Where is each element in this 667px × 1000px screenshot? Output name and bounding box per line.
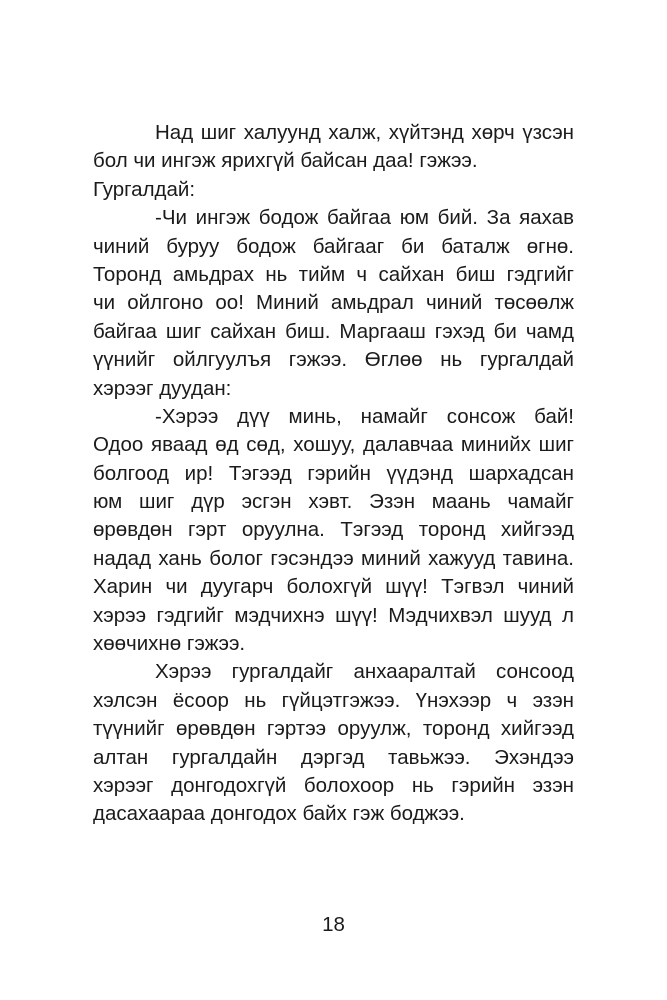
text-line: юм шиг дүр эсгэн хэвт. Эзэн маань чамайг: [93, 490, 574, 514]
text-line: хэрээг донгодохгүй болохоор нь гэрийн эзэн: [93, 773, 574, 797]
text-line: үүнийг ойлгуулъя гэжээ. Өглөө нь гургалдай: [93, 348, 574, 372]
page-number: 18: [322, 913, 345, 936]
text-line: надад хань болог гэсэндээ миний хажууд тавина.: [93, 546, 574, 570]
text-line: дасахаараа донгодох байх гэж боджээ.: [93, 802, 465, 826]
paragraph: [93, 403, 574, 659]
text-line: хөөчихнө гэжээ.: [93, 632, 246, 656]
text-line: Над шиг халуунд халж, хүйтэнд хөрч үзсэн: [155, 121, 574, 144]
text-line: Хэрээ гургалдайг анхааралтай сонсоод: [155, 660, 574, 684]
text-line: Торонд амьдрах нь тийм ч сайхан биш гэдгийг: [93, 262, 574, 286]
text-line: алтан гургалдайн дэргэд тавьжээ. Эхэндээ: [93, 745, 574, 769]
text-line: Гургалдай:: [93, 177, 196, 201]
text-line: Харин чи дуугарч болохгүй шүү! Тэгвэл чиний: [93, 575, 574, 599]
text-line: түүнийг өрөвдөн гэртээ оруулж, торонд хийгээд: [93, 717, 574, 741]
text-line: болгоод ир! Тэгээд гэрийн үүдэнд шархадсан: [93, 461, 574, 485]
text-line: хэлсэн ёсоор нь гүйцэтгэжээ. Үнэхээр ч эзэн: [93, 688, 574, 712]
body-text: [93, 119, 574, 829]
text-line: Одоо яваад өд сөд, хошуу, далавчаа минийх шиг: [93, 433, 574, 457]
text-line: хэрээг дуудан:: [93, 376, 232, 400]
text-line: бол чи ингэж ярихгүй байсан даа! гэжээ.: [93, 149, 478, 173]
paragraph: [93, 204, 574, 403]
text-line: чиний буруу бодож байгааг би баталж өгнө.: [93, 234, 574, 258]
text-line: хэрээ гэдгийг мэдчихнэ шүү! Мэдчихвэл шууд л: [93, 603, 574, 627]
text-line: өрөвдөн гэрт оруулна. Тэгээд торонд хийгээд: [93, 518, 574, 542]
text-line: -Хэрээ дүү минь, намайг сонсож бай!: [155, 404, 574, 428]
text-line: чи ойлгоно оо! Миний амьдрал чиний төсөөлж: [93, 291, 574, 315]
paragraph: [93, 119, 574, 176]
text-line: байгаа шиг сайхан биш. Маргааш гэхэд би чамд: [93, 319, 574, 343]
paragraph: [93, 658, 574, 828]
text-line: -Чи ингэж бодож байгаа юм бий. За яахав: [155, 206, 574, 230]
paragraph: [93, 176, 574, 204]
